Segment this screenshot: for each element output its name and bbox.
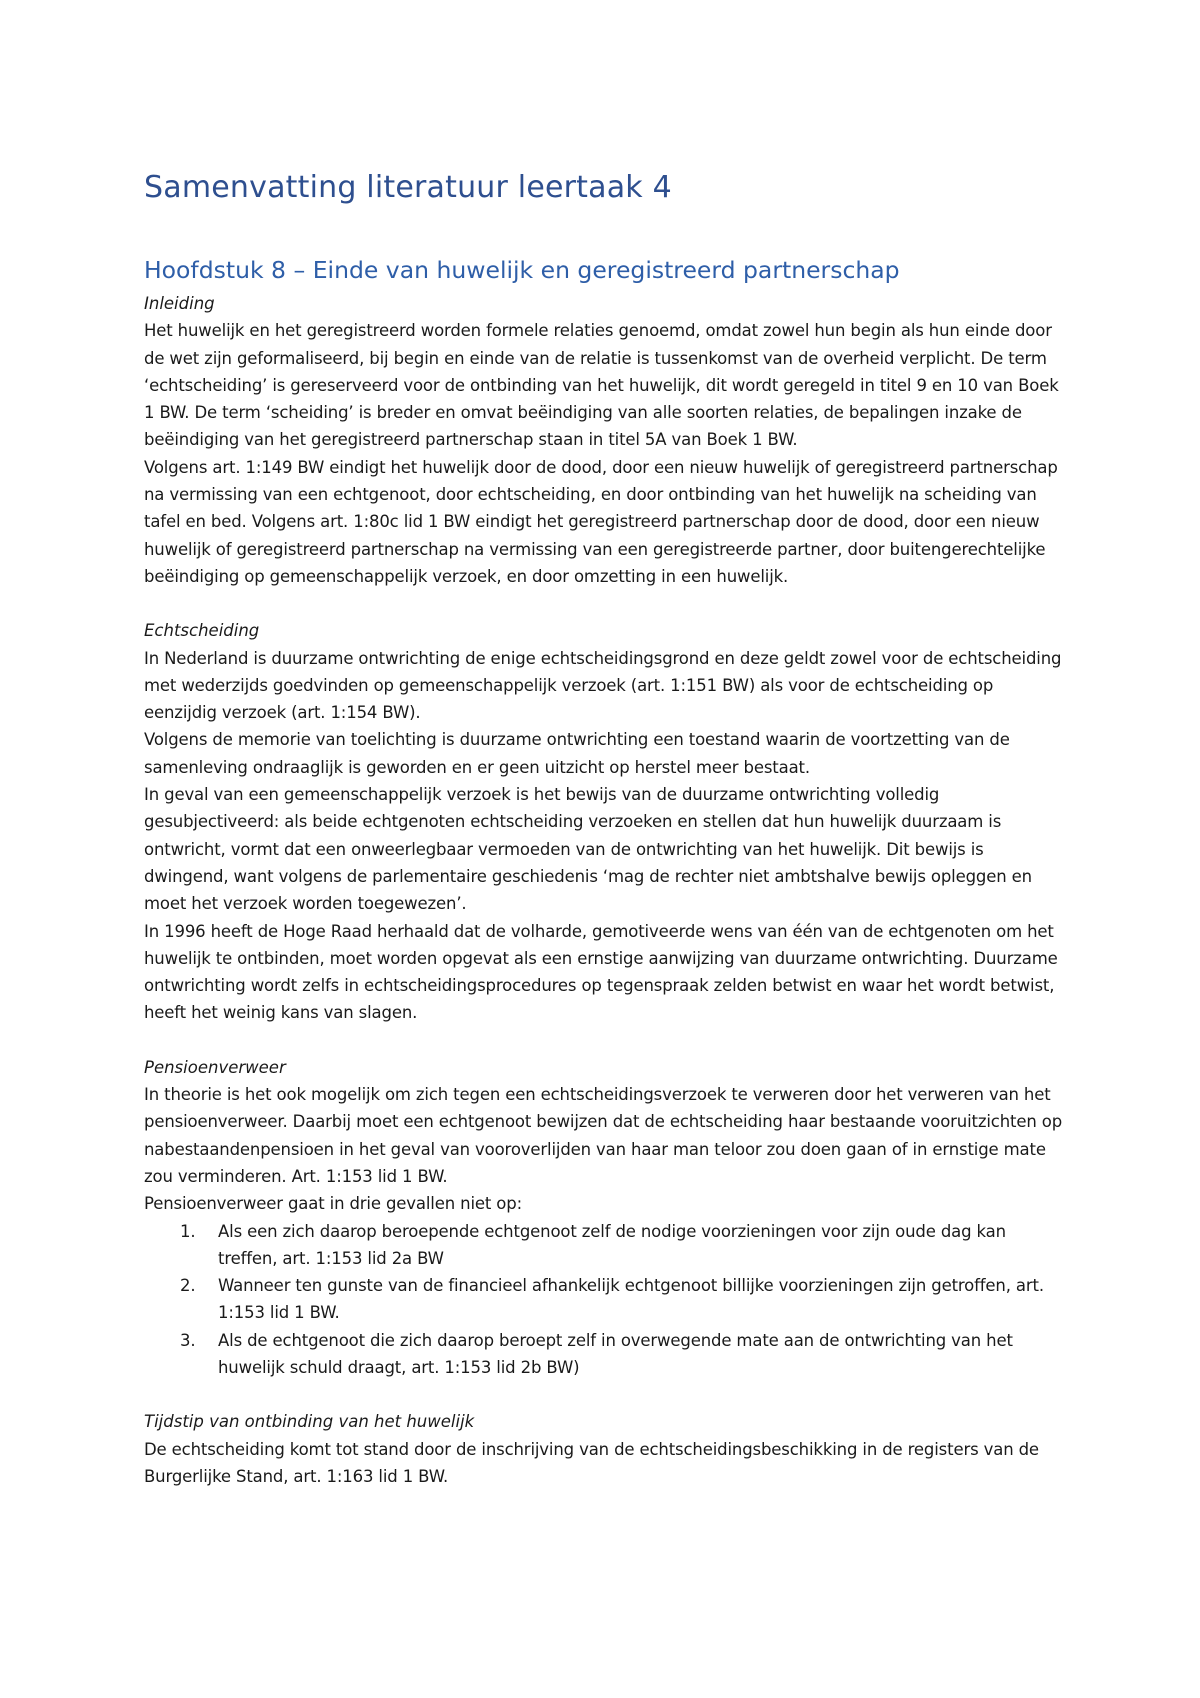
document-page	[144, 168, 1068, 1490]
section-tijdstip	[144, 1408, 1068, 1490]
paragraph: In theorie is het ook mogelijk om zich tegen een echtscheidingsverzoek te verweren door het verweren van het pensioenverweer. Daarbij moet een echtgenoot bewijzen dat de echtscheiding haar bestaande vooruitzichten op nabestaandenpensioen in het geval van vooroverlijden van haar man teloor zou doen gaan of in ernstige mate zou verminderen. Art. 1:153 lid 1 BW.	[144, 1085, 1063, 1186]
list-item	[144, 1218, 1068, 1273]
numbered-list	[144, 1218, 1068, 1382]
paragraph: In Nederland is duurzame ontwrichting de enige echtscheidingsgrond en deze geldt zowel voor de echtscheiding met wederzijds goedvinden op gemeenschappelijk verzoek (art. 1:151 BW) als voor de echtscheiding op eenzijdig verzoek (art. 1:154 BW).	[144, 648, 1062, 723]
paragraph: De echtscheiding komt tot stand door de inschrijving van de echtscheidingsbeschikking in de registers van de Burgerlijke Stand, art. 1:163 lid 1 BW.	[144, 1439, 1039, 1486]
paragraph: In 1996 heeft de Hoge Raad herhaald dat de volharde, gemotiveerde wens van één van de echtgenoten om het huwelijk te ontbinden, moet worden opgevat als een ernstige aanwijzing van duurzame ontwrichting. Duurzame ontwrichting wordt zelfs in echtscheidingsprocedures op tegenspraak zelden betwist en waar het wordt betwist, heeft het weinig kans van slagen.	[144, 921, 1058, 1023]
chapter-title: Hoofdstuk 8 – Einde van huwelijk en geregistreerd partnerschap	[144, 256, 900, 284]
list-number: 2.	[180, 1276, 196, 1296]
section-heading-tijdstip: Tijdstip van ontbinding van het huwelijk	[144, 1412, 475, 1432]
paragraph: In geval van een gemeenschappelijk verzoek is het bewijs van de duurzame ontwrichting volledig gesubjectiveerd: als beide echtgenoten echtscheiding verzoeken en stellen dat hun huwelijk duurzaam is ontwricht, vormt dat een onweerlegbaar vermoeden van de ontwrichting van het huwelijk. Dit bewijs is dwingend, want volgens de parlementaire geschiedenis ‘mag de rechter niet ambtshalve bewijs opleggen en moet het verzoek worden toegewezen’.	[144, 785, 1032, 914]
section-heading-inleiding: Inleiding	[144, 294, 215, 313]
spacer	[144, 1381, 1068, 1408]
list-item-text: Als een zich daarop beroepende echtgenoot zelf de nodige voorzieningen voor zijn oude dag kan treffen, art. 1:153 lid 2a BW	[218, 1221, 1006, 1268]
section-heading-echtscheiding: Echtscheiding	[144, 621, 260, 641]
list-number: 3.	[180, 1330, 196, 1350]
paragraph: Volgens art. 1:149 BW eindigt het huwelijk door de dood, door een nieuw huwelijk of geregistreerd partnerschap na vermissing van een echtgenoot, door echtscheiding, en door ontbinding van het huwelijk na scheiding van tafel en bed. Volgens art. 1:80c lid 1 BW eindigt het geregistreerd partnerschap door de dood, door een nieuw huwelijk of geregistreerd partnerschap na vermissing van een geregistreerde partner, door buitengerechtelijke beëindiging op gemeenschappelijk verzoek, en door omzetting in een huwelijk.	[144, 457, 1058, 586]
section-heading-pensioenverweer: Pensioenverweer	[144, 1057, 286, 1077]
list-item-text: Wanneer ten gunste van de financieel afhankelijk echtgenoot billijke voorzieningen zijn getroffen, art. 1:153 lid 1 BW.	[218, 1276, 1044, 1323]
paragraph: Volgens de memorie van toelichting is duurzame ontwrichting een toestand waarin de voortzetting van de samenleving ondraaglijk is geworden en er geen uitzicht op herstel meer bestaat.	[144, 730, 1010, 777]
list-item	[144, 1327, 1068, 1382]
spacer	[144, 1027, 1068, 1054]
section-pensioenverweer	[144, 1054, 1068, 1382]
section-echtscheiding	[144, 617, 1068, 1026]
section-inleiding	[144, 290, 1068, 590]
list-item	[144, 1272, 1068, 1327]
spacer	[144, 590, 1068, 617]
paragraph: Het huwelijk en het geregistreerd worden formele relaties genoemd, omdat zowel hun begin als hun einde door de wet zijn geformaliseerd, bij begin en einde van de relatie is tussenkomst van de overheid verplicht. De term ‘echtscheiding’ is gereserveerd voor de ontbinding van het huwelijk, dit wordt geregeld in titel 9 en 10 van Boek 1 BW. De term ‘scheiding’ is breder en omvat beëindiging van alle soorten relaties, de bepalingen inzake de beëindiging van het geregistreerd partnerschap staan in titel 5A van Boek 1 BW.	[144, 321, 1059, 450]
list-item-text: Als de echtgenoot die zich daarop beroept zelf in overwegende mate aan de ontwrichting van het huwelijk schuld draagt, art. 1:153 lid 2b BW)	[218, 1330, 1013, 1377]
paragraph: Pensioenverweer gaat in drie gevallen niet op:	[144, 1194, 522, 1214]
list-number: 1.	[180, 1221, 196, 1241]
document-title: Samenvatting literatuur leertaak 4	[144, 170, 672, 205]
